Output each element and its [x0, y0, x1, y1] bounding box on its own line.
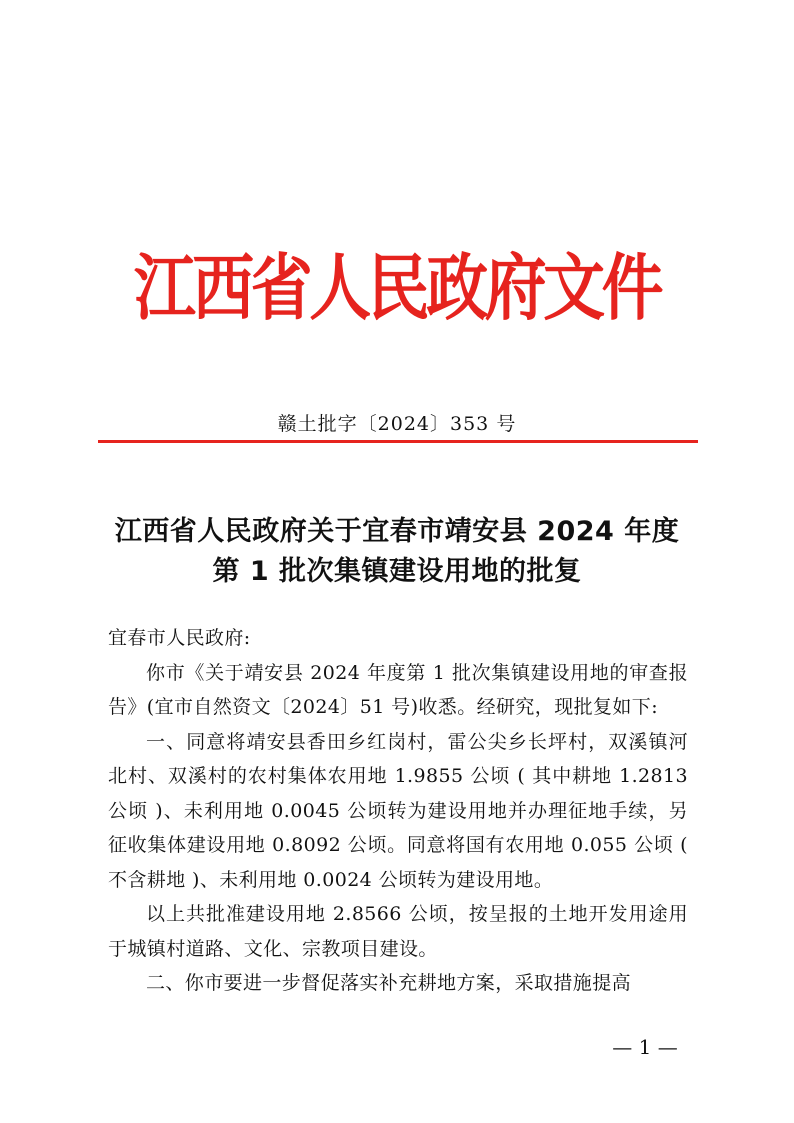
title-line-1: 江西省人民政府关于宜春市靖安县 2024 年度	[114, 516, 680, 547]
document-number: 赣土批字〔2024〕353 号	[277, 413, 517, 435]
paragraph-2: 一、同意将靖安县香田乡红岗村，雷公尖乡长坪村，双溪镇河北村、双溪村的农村集体农用地 1.9855 公顷 ( 其中耕地 1.2813 公顷 )、未利用地 0.0045 公顷转为建设用地并办理征地手续，另征收集体建设用地 0.8092 公顷。同意将国有农用地 0.055 公顷 ( 不含耕地 )、未利用地 0.0024 公顷转为建设用地。	[108, 730, 688, 891]
paragraph-1: 你市《关于靖安县 2024 年度第 1 批次集镇建设用地的审查报告》(宜市自然资文〔2024〕51 号)收悉。经研究，现批复如下:	[108, 661, 688, 718]
document-title	[0, 512, 794, 592]
document-masthead: 江西省人民政府文件	[133, 246, 661, 330]
salutation: 宜春市人民政府:	[108, 627, 251, 649]
paragraph-3: 以上共批准建设用地 2.8566 公顷，按呈报的土地开发用途用于城镇村道路、文化、宗教项目建设。	[108, 903, 688, 960]
document-body	[108, 621, 688, 1001]
page-number: — 1 —	[612, 1035, 678, 1059]
title-line-2: 第 1 批次集镇建设用地的批复	[212, 556, 582, 587]
paragraph-4: 二、你市要进一步督促落实补充耕地方案，采取措施提高	[146, 972, 632, 994]
red-divider-line	[98, 440, 698, 443]
